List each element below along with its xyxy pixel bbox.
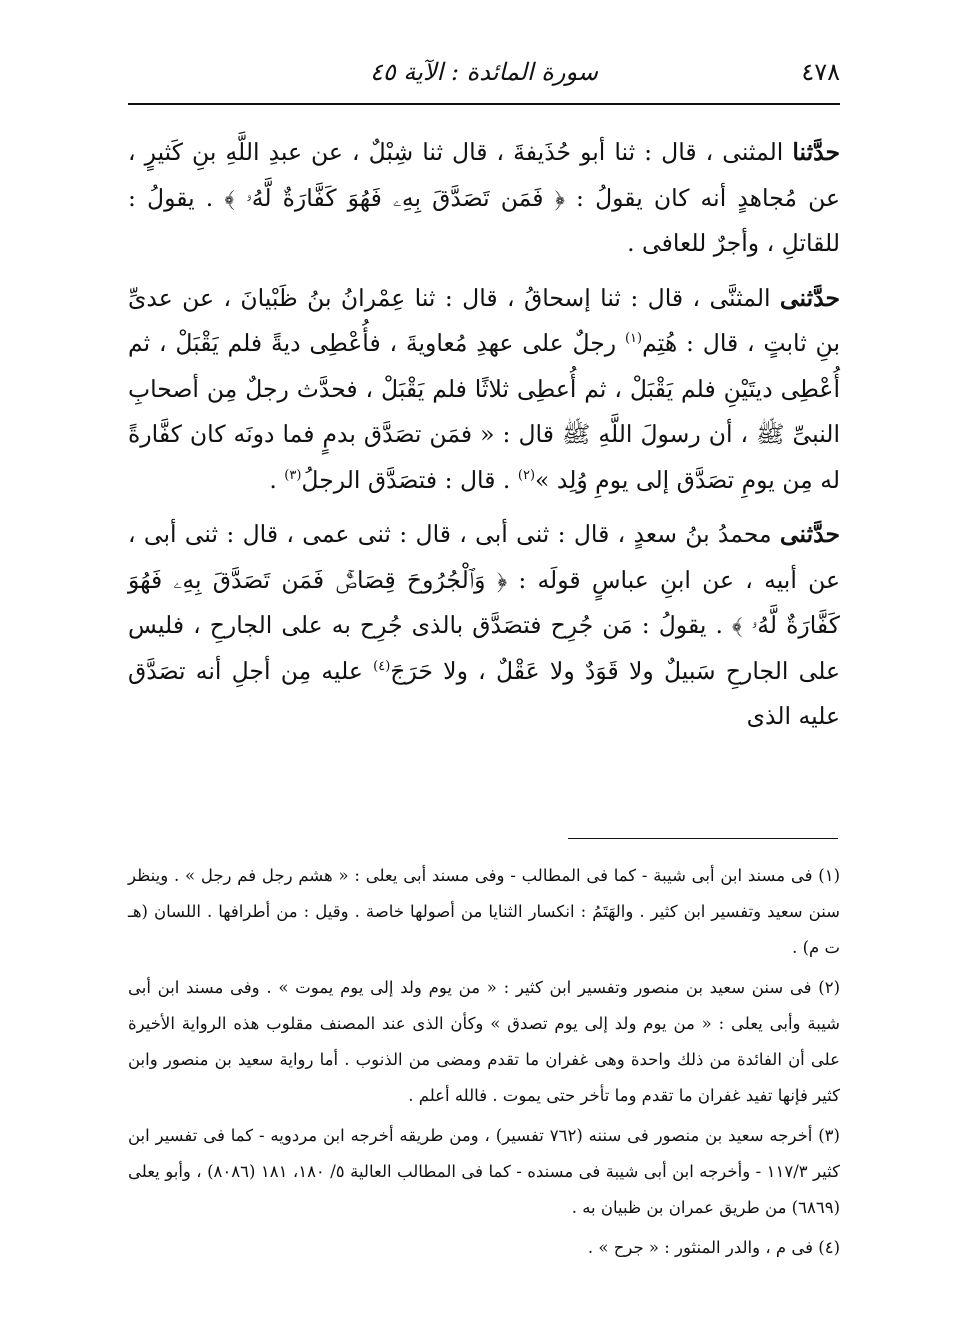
- paragraph-2: [128, 276, 840, 504]
- footnote-separator: [568, 838, 838, 839]
- paragraph-text: المثنى ، قال : ثنا أبو حُذَيفةَ ، قال ثنا شِبْلٌ ، عن عبدِ اللَّهِ بنِ كَثيرٍ ، عن مُجاهدٍ أنه كان يقولُ : ﴿ فَمَن تَصَدَّقَ بِهِۦ فَهُوَ كَفَّارَةٌ لَّهُۥ ﴾ . يقولُ : للقاتلِ ، وأجرٌ للعافى .: [128, 138, 840, 257]
- footnote-ref-4[interactable]: (٤): [373, 658, 391, 674]
- paragraph-3: [128, 512, 840, 740]
- footnote-ref-1[interactable]: (١): [624, 331, 643, 347]
- paragraph-lead-word: حدَّثنى: [779, 283, 840, 312]
- paragraph-text: رجلٌ على عهدِ مُعاويةَ ، فأُعْطِى ديةً فلم يَقْبَلْ ، ثم أُعْطِى ديتَيْنِ فلم يَقْبَلْ ، ثم أُعطِى ثلاثًا فلم يَقْبَلْ ، فحدَّث رجلٌ مِن أصحابِ النبىِّ ﷺ ، أن رسولَ اللَّهِ ﷺ قال : « فمَن تصَدَّق بدمٍ فما دونَه كان كفَّارةً له مِن يومِ تصَدَّق إلى يومِ وُلِد »: [128, 329, 840, 494]
- paragraph-1: [128, 130, 840, 267]
- footnote-4: (٤) فى م ، والدر المنثور : « جرح » .: [587, 1238, 840, 1257]
- footnotes: [128, 858, 840, 1270]
- footnote-ref-2[interactable]: (٢): [517, 467, 536, 483]
- paragraph-text: .: [269, 465, 285, 494]
- main-text: [128, 130, 840, 749]
- paragraph-text: المثنَّى ، قال : ثنا إسحاقُ ، قال : ثنا عِمْرانُ بنُ ظَبْيانَ ، عن عدىِّ بنِ ثابتٍ ، قال : هُتِم: [128, 283, 840, 357]
- paragraph-text: عليه مِن أجلِ أنه تصَدَّق عليه الذى: [128, 656, 840, 730]
- footnote-ref-3[interactable]: (٣): [284, 467, 302, 483]
- footnote-1: (١) فى مسند ابن أبى شيبة - كما فى المطالب - وفى مسند أبى يعلى : « هشم رجل فم رجل » . وينظر سنن سعيد وتفسير ابن كثير . والهَتَمُ : انكسار الثنايا من أصولها خاصة . وقيل : من أطرافها . اللسان (هـ ت م) .: [128, 866, 840, 957]
- page-header: [128, 52, 840, 100]
- paragraph-lead-word: حدَّثنى: [779, 520, 840, 548]
- paragraph-text: . قال : فتصَدَّق الرجلُ: [301, 465, 518, 494]
- footnote-3: (٣) أخرجه سعيد بن منصور فى سننه (٧٦٢ تفسير) ، ومن طريقه أخرجه ابن مردويه - كما فى تفسير ابن كثير ١١٧/٣ - وأخرجه ابن أبى شيبة فى مسنده - كما فى المطالب العالية ٥/ ١٨٠، ١٨١ (٨٠٨٦) ، وأبو يعلى (٦٨٦٩) من طريق عمران بن ظبيان به .: [128, 1126, 840, 1217]
- paragraph-lead-word: حدَّثنا: [792, 138, 840, 166]
- page-number: ٤٧٨: [801, 58, 840, 86]
- header-rule: [128, 103, 840, 105]
- running-title: سورة المائدة : الآية ٤٥: [370, 58, 598, 86]
- footnote-2: (٢) فى سنن سعيد بن منصور وتفسير ابن كثير : « من يوم ولد إلى يوم يموت » . وفى مسند ابن أبى شيبة وأبى يعلى : « من يوم ولد إلى يوم تصدق » وكأن الذى عند المصنف مقلوب هذه الرواية الأخيرة على أن الفائدة من ذلك واحدة وهى غفران ما تقدم ومضى من الذنوب . أما رواية سعيد بن منصور وابن كثير فإنها تفيد غفران ما تقدم وما تأخر حتى يموت . فالله أعلم .: [128, 978, 840, 1105]
- paragraph-text: محمدُ بنُ سعدٍ ، قال : ثنى أبى ، قال : ثنى عمى ، قال : ثنى أبى ، عن أبيه ، عن ابنِ عباسٍ قولَه : ﴿ وَٱلْجُرُوحَ قِصَاصٌۚ فَمَن تَصَدَّقَ بِهِۦ فَهُوَ كَفَّارَةٌ لَّهُۥ ﴾ . يقولُ : مَن جُرِح فتصَدَّق بالذى جُرِح به على الجارحِ ، فليس على الجارحِ سَبيلٌ ولا قَوَدٌ ولا عَقْلٌ ، ولا حَرَجَ: [128, 520, 841, 685]
